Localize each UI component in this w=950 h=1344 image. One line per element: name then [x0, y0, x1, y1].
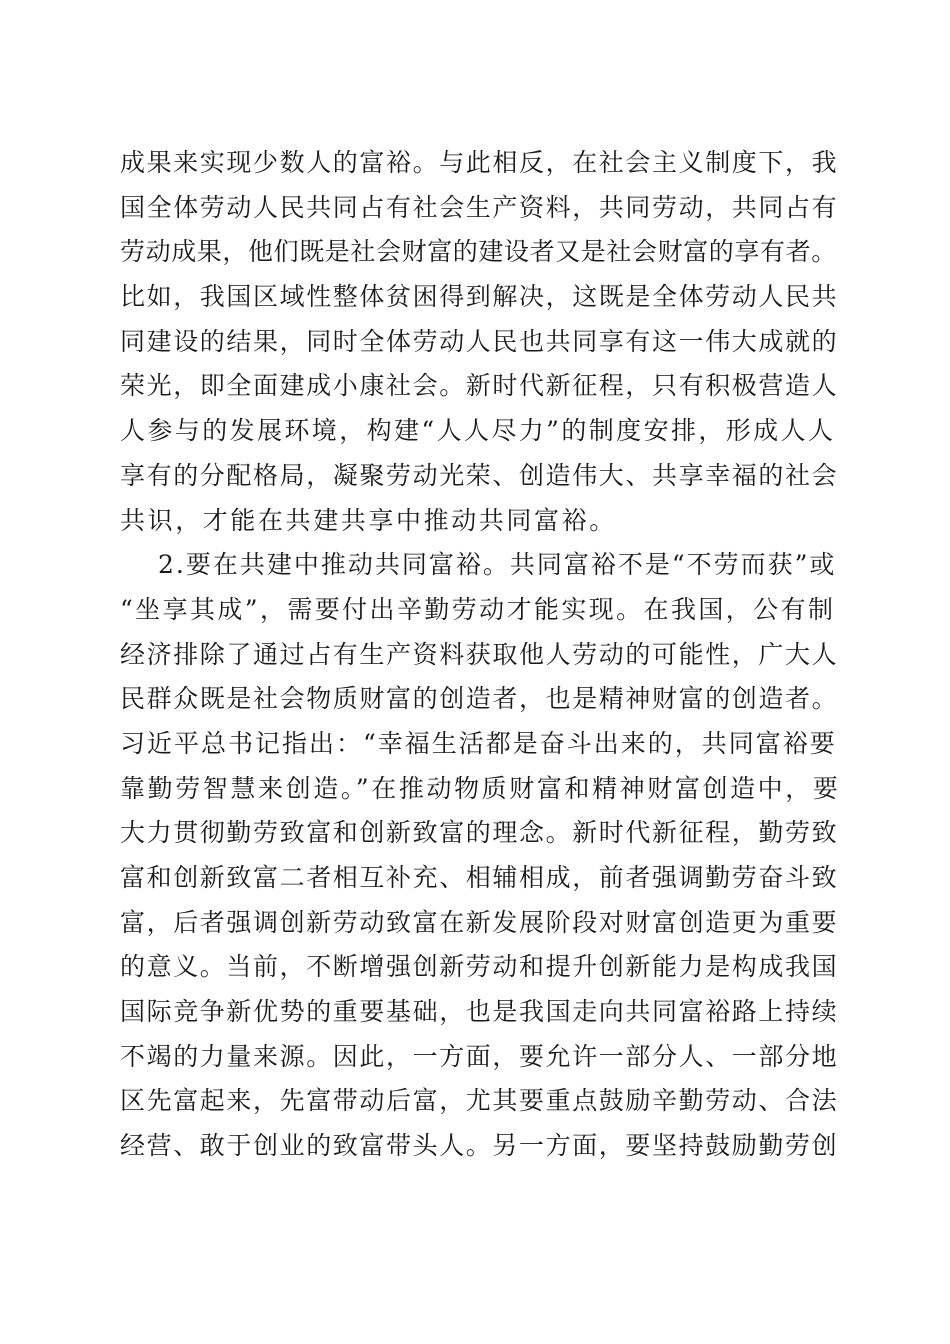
text-line: 荣光，即全面建成小康社会。新时代新征程，只有积极营造人	[120, 371, 839, 401]
text-line: 成果来实现少数人的富裕。与此相反，在社会主义制度下，我	[120, 148, 839, 177]
text-line: 比如，我国区域性整体贫困得到解决，这既是全体劳动人民共	[120, 282, 839, 312]
text-line: 的意义。当前，不断增强创新劳动和提升创新能力是构成我国	[120, 952, 839, 982]
text-line: 经营、敢于创业的致富带头人。另一方面，要坚持鼓励勤劳创	[120, 1131, 839, 1161]
text-line: 富，后者强调创新劳动致富在新发展阶段对财富创造更为重要	[120, 907, 839, 937]
text-line: 靠勤劳智慧来创造。”在推动物质财富和精神财富创造中，要	[120, 773, 841, 803]
text-line: 经济排除了通过占有生产资料获取他人劳动的可能性，广大人	[120, 639, 839, 669]
text-line: 同建设的结果，同时全体劳动人民也共同享有这一伟大成就的	[120, 326, 839, 356]
text-line: 民群众既是社会物质财富的创造者，也是精神财富的创造者。	[120, 684, 839, 714]
text-line: “坐享其成”，需要付出辛勤劳动才能实现。在我国，公有制	[120, 594, 836, 624]
text-line: 享有的分配格局，凝聚劳动光荣、创造伟大、共享幸福的社会	[120, 460, 839, 490]
text-line: 劳动成果，他们既是社会财富的建设者又是社会财富的享有者。	[120, 237, 837, 267]
paragraph-start-line: 2.要在共建中推动共同富裕。共同富裕不是“不劳而获”或	[158, 550, 837, 580]
text-line: 区先富起来，先富带动后富，尤其要重点鼓励辛勤劳动、合法	[120, 1086, 839, 1116]
text-line: 不竭的力量来源。因此，一方面，要允许一部分人、一部分地	[120, 1041, 839, 1071]
text-line: 共识，才能在共建共享中推动共同富裕。	[120, 505, 617, 535]
text-line: 富和创新致富二者相互补充、相辅相成，前者强调勤劳奋斗致	[120, 863, 839, 892]
text-line: 习近平总书记指出：“幸福生活都是奋斗出来的，共同富裕要	[120, 728, 837, 758]
text-line: 大力贯彻勤劳致富和创新致富的理念。新时代新征程，勤劳致	[120, 818, 839, 848]
text-line: 人参与的发展环境，构建“人人尽力”的制度安排，形成人人	[120, 416, 836, 446]
body-text	[120, 141, 840, 1169]
text-line: 国全体劳动人民共同占有社会生产资料，共同劳动，共同占有	[120, 192, 839, 222]
text-line: 国际竞争新优势的重要基础，也是我国走向共同富裕路上持续	[120, 997, 839, 1027]
